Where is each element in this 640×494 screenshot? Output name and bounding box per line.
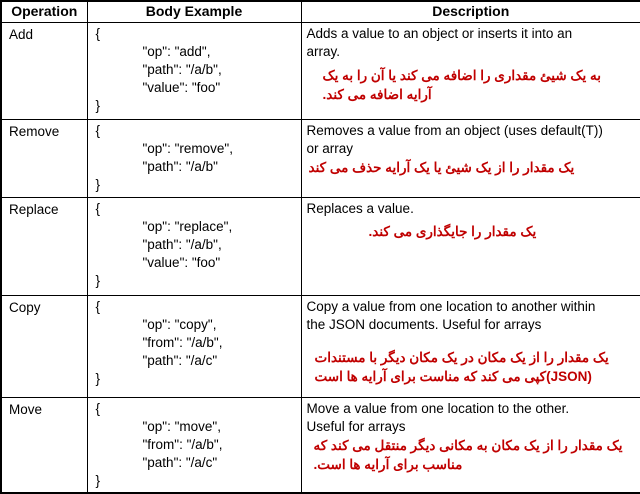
table-row bbox=[1, 397, 640, 493]
json-body-line: "path": "/a/b", bbox=[142, 61, 222, 77]
description-english-line: Useful for arrays bbox=[306, 418, 406, 434]
description-persian-line: آرایه اضافه می کند. bbox=[322, 86, 432, 102]
description-cell bbox=[301, 22, 640, 119]
json-body-line: { bbox=[95, 25, 101, 41]
json-body-line: } bbox=[95, 272, 101, 288]
json-body-line: "value": "foo" bbox=[142, 254, 221, 270]
json-body-line: { bbox=[95, 200, 101, 216]
json-body-line: } bbox=[95, 176, 101, 192]
description-english-line: or array bbox=[306, 140, 354, 156]
description-persian-note bbox=[307, 158, 637, 177]
description-persian-line: به یک شیئ مقداری را اضافه می کند یا آن را به یک bbox=[322, 67, 601, 83]
json-body-line: "op": "remove", bbox=[142, 140, 233, 156]
operation-name: Copy bbox=[1, 295, 87, 397]
table-row bbox=[1, 22, 640, 119]
table-header-row bbox=[1, 1, 640, 22]
json-body-line: "from": "/a/b", bbox=[142, 334, 223, 350]
operation-name: Remove bbox=[1, 119, 87, 197]
description-persian-note bbox=[307, 436, 637, 474]
json-body-line: { bbox=[95, 298, 101, 314]
json-body-line: "value": "foo" bbox=[142, 79, 221, 95]
table-row bbox=[1, 295, 640, 397]
description-cell bbox=[301, 397, 640, 493]
json-body-line: { bbox=[95, 122, 101, 138]
json-body-line: "path": "/a/c" bbox=[142, 454, 218, 470]
json-body-line: "op": "move", bbox=[142, 418, 221, 434]
description-persian-line: یک مقدار را از یک مکان در یک مکان دیگر با مستندات bbox=[314, 349, 609, 365]
json-body-line: "op": "add", bbox=[142, 43, 211, 59]
column-header-description: Description bbox=[301, 1, 640, 22]
column-header-operation: Operation bbox=[1, 1, 87, 22]
description-persian-line: یک مقدار را از یک شیئ یا یک آرایه حذف می کند bbox=[308, 159, 575, 175]
json-body-line: } bbox=[95, 472, 101, 488]
json-body-example bbox=[87, 295, 301, 397]
description-persian-line: یک مقدار را جایگذاری می کند. bbox=[368, 223, 537, 239]
description-english-line: Removes a value from an object (uses default(T)) bbox=[306, 122, 603, 138]
operation-name: Add bbox=[1, 22, 87, 119]
json-body-line: "op": "copy", bbox=[142, 316, 217, 332]
description-english-line: Adds a value to an object or inserts it into an bbox=[306, 25, 573, 41]
description-english-line: Move a value from one location to the other. bbox=[306, 400, 570, 416]
table-row bbox=[1, 119, 640, 197]
table-row bbox=[1, 197, 640, 295]
description-persian-line: یک مقدار را از یک مکان به مکانی دیگر منتقل می کند که bbox=[313, 437, 623, 453]
description-cell bbox=[301, 197, 640, 295]
description-english-line: array. bbox=[306, 43, 341, 59]
json-body-line: } bbox=[95, 370, 101, 386]
operation-name: Move bbox=[1, 397, 87, 493]
json-body-line: "path": "/a/c" bbox=[142, 352, 218, 368]
description-english-line: Copy a value from one location to another within bbox=[306, 298, 596, 314]
description-english-line: Replaces a value. bbox=[306, 200, 414, 216]
description-english-line: the JSON documents. Useful for arrays bbox=[306, 316, 542, 332]
description-cell bbox=[301, 119, 640, 197]
operation-name: Replace bbox=[1, 197, 87, 295]
description-persian-line: (JSON)کپی می کند که مناست برای آرایه ها است bbox=[314, 368, 592, 384]
json-body-example bbox=[87, 22, 301, 119]
json-body-example bbox=[87, 197, 301, 295]
json-body-example bbox=[87, 397, 301, 493]
description-persian-note bbox=[307, 348, 637, 386]
json-body-line: "from": "/a/b", bbox=[142, 436, 223, 452]
json-body-line: "path": "/a/b", bbox=[142, 236, 222, 252]
description-cell bbox=[301, 295, 640, 397]
description-persian-note bbox=[307, 66, 637, 104]
description-persian-note bbox=[307, 222, 637, 241]
json-body-line: "op": "replace", bbox=[142, 218, 233, 234]
description-persian-line: مناسب برای آرایه ها است. bbox=[313, 456, 463, 472]
column-header-body-example: Body Example bbox=[87, 1, 301, 22]
json-body-line: { bbox=[95, 400, 101, 416]
json-body-line: } bbox=[95, 97, 101, 113]
json-body-line: "path": "/a/b" bbox=[142, 158, 218, 174]
json-body-example bbox=[87, 119, 301, 197]
